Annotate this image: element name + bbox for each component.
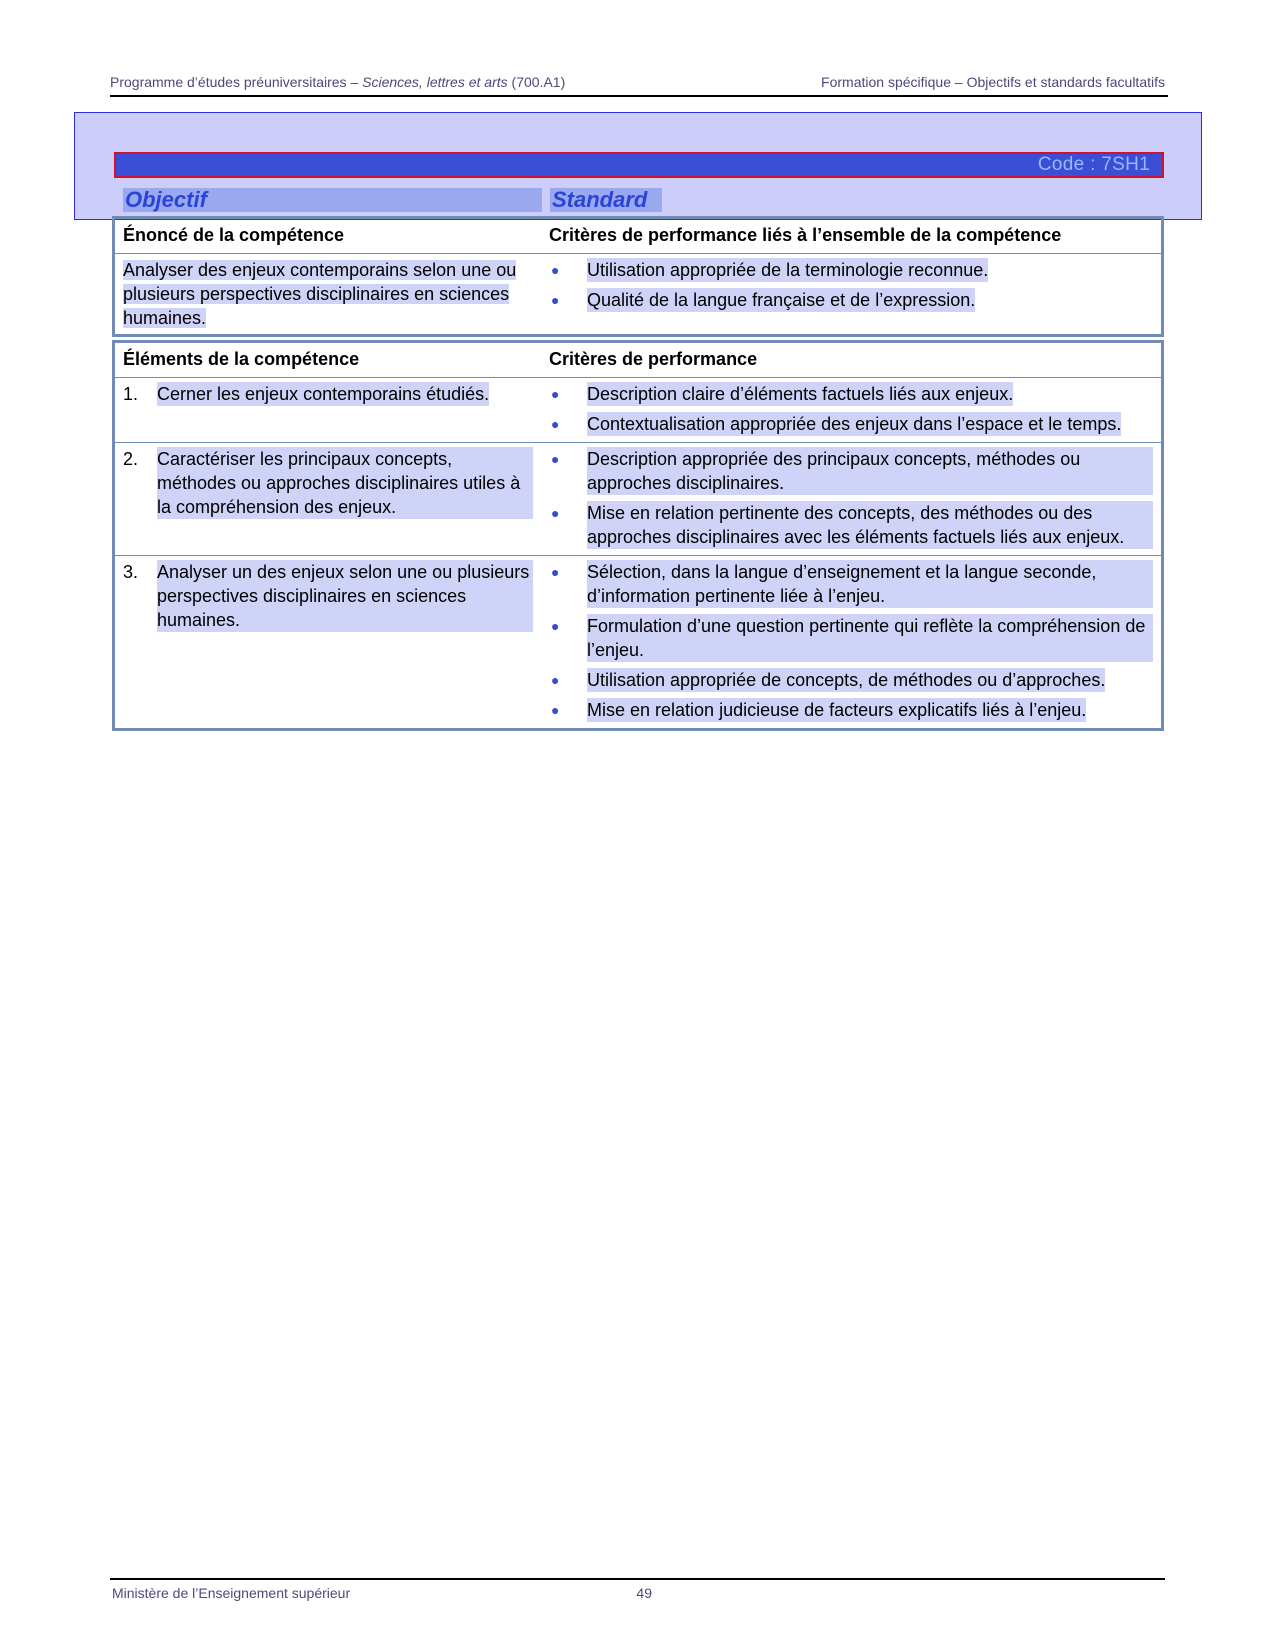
competence-table bbox=[112, 216, 1164, 337]
program-code: (700.A1) bbox=[507, 74, 566, 90]
competence-code: Code : 7SH1 bbox=[1037, 154, 1150, 175]
competence-header-row bbox=[115, 219, 1161, 253]
element-number: 1. bbox=[123, 384, 139, 404]
element-cell bbox=[115, 378, 541, 442]
element-cell bbox=[115, 556, 541, 728]
page-footer bbox=[112, 1584, 652, 1602]
bullet-icon: ● bbox=[551, 386, 560, 402]
competence-criteria-list bbox=[549, 258, 1153, 312]
table-row bbox=[115, 442, 1161, 555]
bullet-icon: ● bbox=[551, 702, 560, 718]
criteria-list bbox=[549, 447, 1153, 549]
standard-label: Standard bbox=[550, 188, 662, 212]
list-item bbox=[549, 258, 1153, 282]
program-name: Sciences, lettres et arts bbox=[362, 74, 508, 90]
program-prefix: Programme d’études préuniversitaires – bbox=[110, 74, 363, 90]
criterion-text: Qualité de la langue française et de l’expression. bbox=[587, 290, 976, 310]
criteria-list bbox=[549, 560, 1153, 722]
bullet-icon: ● bbox=[551, 262, 560, 278]
competence-statement bbox=[115, 254, 541, 334]
elements-head-left: Éléments de la compétence bbox=[123, 349, 360, 369]
element-text: Cerner les enjeux contemporains étudiés. bbox=[157, 384, 490, 404]
list-item bbox=[549, 412, 1153, 436]
criterion-text: Description appropriée des principaux concepts, méthodes ou approches disciplinaires. bbox=[587, 447, 1153, 495]
element-cell bbox=[115, 443, 541, 555]
element-text: Caractériser les principaux concepts, méthodes ou approches disciplinaires utiles à la compréhension des enjeux. bbox=[157, 447, 533, 519]
criterion-text: Contextualisation appropriée des enjeux dans l’espace et le temps. bbox=[587, 414, 1122, 434]
bullet-icon: ● bbox=[551, 505, 560, 521]
bullet-icon: ● bbox=[551, 292, 560, 308]
code-bar bbox=[114, 152, 1164, 178]
page-header bbox=[110, 72, 1165, 92]
elements-header-row bbox=[115, 343, 1161, 377]
bullet-icon: ● bbox=[551, 618, 560, 634]
ministry-name: Ministère de l’Enseignement supérieur bbox=[112, 1585, 351, 1601]
list-item bbox=[549, 668, 1153, 692]
criterion-text: Utilisation appropriée de la terminologie reconnue. bbox=[587, 260, 989, 280]
competence-body-row bbox=[115, 253, 1161, 334]
criteria-cell bbox=[541, 443, 1161, 555]
list-item bbox=[549, 447, 1153, 495]
criteria-cell bbox=[541, 556, 1161, 728]
objectif-label: Objectif bbox=[123, 188, 542, 212]
criterion-text: Mise en relation judicieuse de facteurs explicatifs liés à l’enjeu. bbox=[587, 700, 1087, 720]
footer-rule bbox=[110, 1578, 1165, 1580]
bullet-icon: ● bbox=[551, 451, 560, 467]
header-rule bbox=[110, 95, 1168, 97]
bullet-icon: ● bbox=[551, 564, 560, 580]
section-title: Formation spécifique – Objectifs et standards facultatifs bbox=[821, 74, 1165, 90]
criteria-cell bbox=[541, 378, 1161, 442]
criterion-text: Formulation d’une question pertinente qui reflète la compréhension de l’enjeu. bbox=[587, 614, 1153, 662]
bullet-icon: ● bbox=[551, 672, 560, 688]
competence-head-left: Énoncé de la compétence bbox=[123, 225, 345, 245]
page-number: 49 bbox=[636, 1585, 652, 1601]
list-item bbox=[549, 698, 1153, 722]
element-item bbox=[123, 382, 533, 406]
list-item bbox=[549, 614, 1153, 662]
elements-table bbox=[112, 340, 1164, 731]
element-number: 2. bbox=[123, 449, 139, 469]
element-item bbox=[123, 560, 533, 632]
list-item bbox=[549, 501, 1153, 549]
element-item bbox=[123, 447, 533, 519]
criterion-text: Sélection, dans la langue d’enseignement et la langue seconde, d’information pertinente liée à l’enjeu. bbox=[587, 560, 1153, 608]
element-text: Analyser un des enjeux selon une ou plusieurs perspectives disciplinaires en sciences humaines. bbox=[157, 560, 533, 632]
table-row bbox=[115, 377, 1161, 442]
list-item bbox=[549, 288, 1153, 312]
competence-head-right: Critères de performance liés à l’ensemble de la compétence bbox=[549, 225, 1062, 245]
bullet-icon: ● bbox=[551, 416, 560, 432]
elements-head-right: Critères de performance bbox=[549, 349, 758, 369]
criterion-text: Description claire d’éléments factuels liés aux enjeux. bbox=[587, 384, 1014, 404]
list-item bbox=[549, 382, 1153, 406]
competence-statement-text: Analyser des enjeux contemporains selon une ou plusieurs perspectives disciplinaires en sciences humaines. bbox=[123, 260, 517, 328]
list-item bbox=[549, 560, 1153, 608]
criterion-text: Utilisation appropriée de concepts, de méthodes ou d’approches. bbox=[587, 670, 1106, 690]
criteria-list bbox=[549, 382, 1153, 436]
element-number: 3. bbox=[123, 562, 139, 582]
competence-criteria bbox=[541, 254, 1161, 334]
table-row bbox=[115, 555, 1161, 728]
criterion-text: Mise en relation pertinente des concepts, des méthodes ou des approches disciplinaires avec les éléments factuels liés aux enjeux. bbox=[587, 501, 1153, 549]
program-title bbox=[110, 72, 565, 92]
